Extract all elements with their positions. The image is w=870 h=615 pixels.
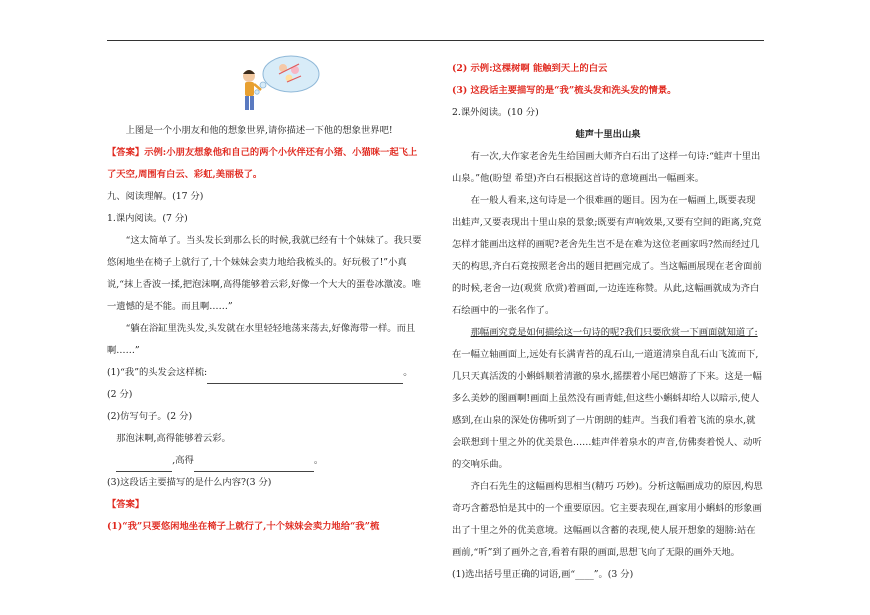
section-nine-heading: 九、阅读理解。(17 分)	[107, 191, 204, 202]
question-1-1: (1)“我”的头发会这样梳: 。	[107, 362, 422, 384]
answer-line-3: (3) 这段话主要描写的是“我”梳头发和洗头发的情景。	[452, 85, 677, 96]
picture-prompt: 上图是一个小朋友和他的想象世界,请你描述一下他的想象世界吧!	[125, 125, 393, 136]
article-paragraph-3	[452, 322, 764, 476]
imitation-example: 那泡沫啊,高得能够着云彩。	[116, 433, 231, 444]
fill-blank-1[interactable]	[116, 460, 172, 472]
passage-paragraph-1: “这太简单了。当头发长到那么长的时候,我就已经有十个妹妹了。我只要悠闲地坐在椅子上就行了,十个妹妹会卖力地给我梳头的。好玩极了!”小真说,“抹上香波一揉,把泡沫啊,高得能够着云彩,好像一个大大的蛋卷冰激凌。唯一遗憾的是不能。而且啊……”	[107, 235, 422, 312]
article-paragraph-1: 有一次,大作家老舍先生给国画大师齐白石出了这样一句诗:“蛙声十里出山泉。”他(盼望 希望)齐白石根据这首诗的意境画出一幅画来。	[452, 151, 761, 184]
answer-blank[interactable]	[207, 372, 403, 384]
question-1-1-prefix: (1)“我”的头发会这样梳:	[107, 367, 208, 378]
article-paragraph-3-rest: 在一幅立轴画面上,远处有长满青苔的乱石山,一道道清泉自乱石山飞流而下,几只天真活泼的小蝌蚪顺着清澈的泉水,摇摆着小尾巴嬉游了下来。这是一幅多么美妙的图画啊!画面上虽然没有画青蛙,但这些小蝌蚪却给人以暗示,使人感到,在山泉的深处仿佛听到了一片朗朗的蛙声。当我们看着飞流的泉水,就会联想到十里之外的优美景色……蛙声伴着泉水的声音,仿佛奏着悦人、动听的交响乐曲。	[452, 349, 762, 470]
passage-paragraph-2: “躺在浴缸里洗头发,头发就在水里轻轻地荡来荡去,好像海带一样。而且啊……”	[107, 323, 416, 356]
question-2-title: 2.课外阅读。(10 分)	[452, 107, 539, 118]
answer-line-2: (2) 示例:这棵树啊 能触到天上的白云	[452, 63, 608, 74]
fill-mid-text: ,高得	[172, 455, 194, 466]
left-column	[107, 58, 422, 538]
article-paragraph-4: 齐白石先生的这幅画构思相当(精巧 巧妙)。分析这幅画成功的原因,构思奇巧含蓄恐怕是其中的一个重要原因。它主要表现在,画家用小蝌蚪的形象画出了十里之外的优美意境。这幅画以含蓄的表现,使人展开想象的翅膀:站在画前,“听”到了画外之音,看着有限的画面,思想飞向了无限的画外天地。	[452, 481, 763, 558]
question-1-3: (3)这段话主要描写的是什么内容?(3 分)	[107, 477, 272, 488]
question-1-2: (2)仿写句子。(2 分)	[107, 411, 193, 422]
question-2-1: (1)选出括号里正确的词语,画“____”。(3 分)	[452, 569, 634, 580]
answer-tag-2: 【答案】	[107, 499, 145, 510]
question-1-1-score: (2 分)	[107, 389, 133, 400]
question-1-title: 1.课内阅读。(7 分)	[107, 213, 188, 224]
answer-text: 示例:小朋友想象他和自己的两个小伙伴还有小猪、小猫咪一起飞上了天空,周围有白云、彩虹,美丽极了。	[107, 147, 418, 180]
header-rule	[107, 40, 764, 41]
imitation-fill-line: ,高得 。	[107, 450, 422, 472]
fill-blank-2[interactable]	[194, 460, 314, 472]
answer-block-1	[107, 142, 422, 186]
underlined-sentence: 那幅画究竟是如何描绘这一句诗的呢?我们只要欣赏一下画面就知道了:	[470, 327, 758, 338]
illustration-space	[107, 58, 422, 120]
right-column	[452, 58, 764, 586]
article-paragraph-2: 在一般人看来,这句诗是一个很难画的题目。因为在一幅画上,既要表现出蛙声,又要表现出十里山泉的景象;既要有声响效果,又要有空间的距离,究竟怎样才能画出这样的画呢?老舍先生岂不是在难为这位老画家吗?然而经过几天的构思,齐白石竟按照老舍出的题目把画完成了。当这幅画展现在老舍面前的时候,老舍一边(观赏 欣赏)着画面,一边连连称赞。从此,这幅画就成为齐白石绘画中的一张名作了。	[452, 195, 762, 316]
answer-tag: 【答案】	[107, 147, 145, 158]
answer-line-1: (1)“我”只要悠闲地坐在椅子上就行了,十个妹妹会卖力地给“我”梳	[107, 521, 380, 532]
article-title: 蛙声十里出山泉	[575, 129, 641, 140]
